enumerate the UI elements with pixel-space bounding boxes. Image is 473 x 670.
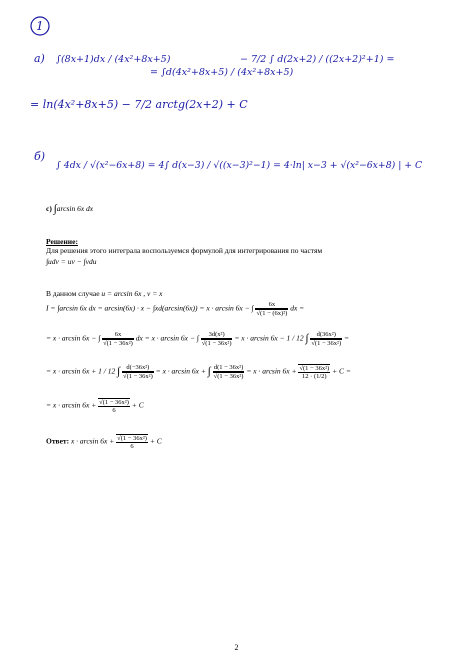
part-a-label: а) bbox=[34, 52, 45, 65]
fraction: $\frac{\text{d(1 − 36x²)}}{\text{√(1 − 36x²)}}$ bbox=[213, 364, 244, 380]
handwritten-svg bbox=[0, 0, 473, 200]
fraction: $\frac{\text{√(1 − 36x²)}}{12 \cdot (1/2)}$ bbox=[299, 365, 330, 380]
answer-label: Ответ: bbox=[46, 436, 70, 446]
case-text: В данном случае bbox=[46, 289, 100, 298]
part-a-line1-rhs: − 7/2 ∫ d(2x+2) / ((2x+2)²+1) = bbox=[240, 54, 395, 65]
integral-sign: ∫ bbox=[53, 202, 57, 215]
part-c-row bbox=[46, 204, 93, 214]
fraction: $\frac{\text{3d(x²)}}{\text{√(1 − 36x²)}}$ bbox=[201, 331, 232, 347]
equation-line-3: = x · arcsin 6x + 1 / 12 ∫ $\frac{\text{d(−36x²)}}{\text{√(1 − 36x²)}}$ = x · arcsin 6x + ∫ $\frac{\text{d(1 − 36x²)}}{\text{√(1 − 36x²)}}$ = x · arcsin 6x + $\frac{\text{√(1 − 36x²)}}{12 \cdot (1/2)}$ + C = bbox=[46, 364, 351, 380]
part-c-integral: arcsin 6x dx bbox=[56, 204, 94, 213]
solution-text: Для решения этого интеграла воспользуемся формулой для интегрирования по частям bbox=[46, 246, 323, 255]
fraction: $\frac{\text{d(36x²)}}{\text{√(1 − 36x²)}}$ bbox=[311, 331, 342, 347]
equation-line-1: I = ∫arcsin 6x dx = arcsin(6x) · x − ∫xd(arcsin(6x)) = x · arcsin 6x − ∫ $\frac{6x}{\text{√(1 − (6x)²)}}$ dx = bbox=[46, 301, 305, 317]
parts-formula: ∫udv = uv − ∫vdu bbox=[46, 257, 97, 266]
solution-heading-row bbox=[46, 237, 78, 246]
problem-number: 1 bbox=[36, 19, 44, 33]
part-a-line1-mid: = ∫d(4x²+8x+5) / (4x²+8x+5) bbox=[150, 67, 294, 78]
answer-row: Ответ: x · arcsin 6x + $\frac{\text{√(1 − 36x²)}}{6}$ + C bbox=[46, 435, 162, 450]
equation-line-4: = x · arcsin 6x + $\frac{\text{√(1 − 36x²)}}{6}$ + C bbox=[46, 399, 144, 414]
fraction: $\frac{6x}{\text{√(1 − (6x)²)}}$ bbox=[256, 301, 288, 317]
equation-line-2: = x · arcsin 6x − ∫ $\frac{6x}{\text{√(1 − 36x²)}}$ dx = x · arcsin 6x − ∫ $\frac{\text{3d(x²)}}{\text{√(1 − 36x²)}}$ = x · arcsin 6x − 1 / 12 ∫ $\frac{\text{d(36x²)}}{\text{√(1 − 36x²)}}$ = bbox=[46, 331, 350, 347]
part-b-line: ∫ 4dx / √(x²−6x+8) = 4∫ d(x−3) / √((x−3)²−1) = 4·ln| x−3 + √(x²−6x+8) | + C bbox=[56, 160, 423, 171]
part-b-label: б) bbox=[34, 150, 46, 163]
part-a-line1-lhs: ∫(8x+1)dx / (4x²+8x+5) bbox=[56, 54, 171, 65]
fraction: $\frac{\text{d(−36x²)}}{\text{√(1 − 36x²)}}$ bbox=[123, 364, 153, 380]
case-value: u = arcsin 6x , v = x bbox=[101, 289, 163, 298]
part-a-line2: = ln(4x²+8x+5) − 7/2 arctg(2x+2) + C bbox=[30, 98, 248, 111]
handwritten-solutions bbox=[0, 0, 473, 200]
case-row bbox=[46, 289, 163, 298]
part-c-label: с) bbox=[46, 204, 52, 213]
fraction: $\frac{6x}{\text{√(1 − 36x²)}}$ bbox=[103, 331, 133, 347]
fraction: $\frac{\text{√(1 − 36x²)}}{6}$ bbox=[99, 399, 129, 414]
solution-heading: Решение: bbox=[46, 237, 78, 246]
fraction: $\frac{\text{√(1 − 36x²)}}{6}$ bbox=[117, 435, 147, 450]
page-number: 2 bbox=[234, 643, 239, 652]
